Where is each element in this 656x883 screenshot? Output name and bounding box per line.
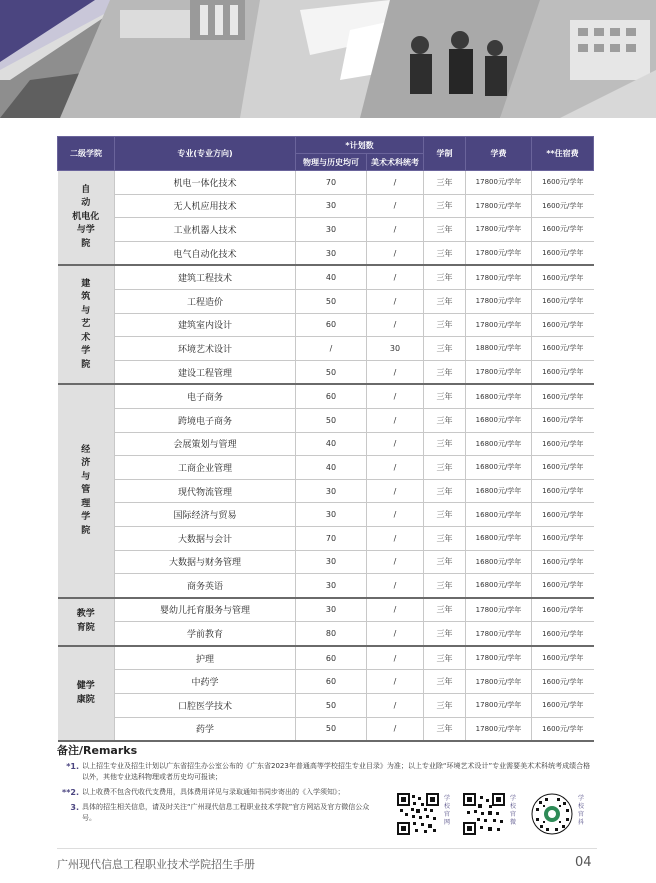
plan-physics-cell: 60 xyxy=(296,384,367,408)
table-header-row xyxy=(58,137,594,154)
plan-art-cell: / xyxy=(367,646,424,670)
college-name-line: 学 xyxy=(81,512,91,523)
plan-art-cell: / xyxy=(367,384,424,408)
table-row xyxy=(58,694,594,718)
major-cell: 药学 xyxy=(115,717,296,741)
qr-code-icon[interactable] xyxy=(397,793,439,835)
tuition-cell: 16800元/学年 xyxy=(466,526,532,550)
tuition-cell: 17800元/学年 xyxy=(466,360,532,384)
dorm-cell: 1600元/学年 xyxy=(532,456,594,480)
college-name-line: 与 xyxy=(81,471,91,482)
plan-physics-cell: 80 xyxy=(296,622,367,646)
dorm-cell: 1600元/学年 xyxy=(532,670,594,694)
plan-physics-cell: 30 xyxy=(296,598,367,622)
college-name-line: 学 xyxy=(81,346,91,357)
plan-art-cell: / xyxy=(367,360,424,384)
duration-cell: 三年 xyxy=(424,408,466,432)
tuition-cell: 17800元/学年 xyxy=(466,622,532,646)
dorm-cell: 1600元/学年 xyxy=(532,218,594,242)
major-cell: 环境艺术设计 xyxy=(115,337,296,361)
table-row xyxy=(58,360,594,384)
plan-art-cell: / xyxy=(367,456,424,480)
plan-physics-cell: 60 xyxy=(296,313,367,337)
college-name-line: 院 xyxy=(81,238,91,249)
college-name-line: 康院 xyxy=(76,694,95,705)
major-cell: 电气自动化技术 xyxy=(115,241,296,265)
table-row xyxy=(58,717,594,741)
plan-art-cell: / xyxy=(367,622,424,646)
header-duration: 学制 xyxy=(424,137,466,171)
dorm-cell: 1600元/学年 xyxy=(532,622,594,646)
qr-code-group xyxy=(397,793,597,839)
qr-label: 学校官微 xyxy=(510,795,517,826)
college-name-line: 动 xyxy=(81,198,91,209)
header-plan-art: 美术术科统考 xyxy=(367,154,424,171)
tuition-cell: 17800元/学年 xyxy=(466,265,532,289)
tuition-cell: 17800元/学年 xyxy=(466,717,532,741)
major-cell: 电子商务 xyxy=(115,384,296,408)
plan-physics-cell: 70 xyxy=(296,171,367,195)
plan-art-cell: / xyxy=(367,194,424,218)
table-row xyxy=(58,313,594,337)
duration-cell: 三年 xyxy=(424,526,466,550)
college-name-line: 与 xyxy=(81,305,91,316)
college-name-line: 理 xyxy=(81,498,91,509)
header-tuition: 学费 xyxy=(466,137,532,171)
tuition-cell: 16800元/学年 xyxy=(466,574,532,598)
tuition-cell: 17800元/学年 xyxy=(466,670,532,694)
table-row xyxy=(58,550,594,574)
duration-cell: 三年 xyxy=(424,289,466,313)
dorm-cell: 1600元/学年 xyxy=(532,550,594,574)
plan-art-cell: / xyxy=(367,241,424,265)
header-plan: *计划数 xyxy=(296,137,424,154)
table-row xyxy=(58,265,594,289)
duration-cell: 三年 xyxy=(424,384,466,408)
dorm-cell: 1600元/学年 xyxy=(532,479,594,503)
header-major: 专业(专业方向) xyxy=(115,137,296,171)
college-name-cell xyxy=(58,265,115,384)
table-row xyxy=(58,574,594,598)
plan-art-cell: / xyxy=(367,479,424,503)
dorm-cell: 1600元/学年 xyxy=(532,717,594,741)
header-plan-physics: 物理与历史均可 xyxy=(296,154,367,171)
table-row xyxy=(58,241,594,265)
header-college: 二级学院 xyxy=(58,137,115,171)
duration-cell: 三年 xyxy=(424,432,466,456)
college-name-line: 教学 xyxy=(76,609,95,620)
college-name-cell xyxy=(58,384,115,597)
duration-cell: 三年 xyxy=(424,171,466,195)
dorm-cell: 1600元/学年 xyxy=(532,408,594,432)
duration-cell: 三年 xyxy=(424,550,466,574)
dorm-cell: 1600元/学年 xyxy=(532,432,594,456)
plan-art-cell: / xyxy=(367,432,424,456)
college-name-line: 自 xyxy=(81,184,91,195)
college-name-line: 管 xyxy=(81,485,91,496)
duration-cell: 三年 xyxy=(424,218,466,242)
plan-art-cell: / xyxy=(367,574,424,598)
college-name-line: 术 xyxy=(81,332,91,343)
duration-cell: 三年 xyxy=(424,360,466,384)
major-cell: 建设工程管理 xyxy=(115,360,296,384)
dorm-cell: 1600元/学年 xyxy=(532,598,594,622)
duration-cell: 三年 xyxy=(424,646,466,670)
plan-physics-cell: 30 xyxy=(296,218,367,242)
college-name-cell xyxy=(58,598,115,646)
plan-physics-cell: 30 xyxy=(296,503,367,527)
remark-text: 具体的招生相关信息，请及时关注“广州现代信息工程职业技术学院”官方网站及官方微信公众号。 xyxy=(82,803,370,822)
major-cell: 口腔医学技术 xyxy=(115,694,296,718)
tuition-cell: 16800元/学年 xyxy=(466,550,532,574)
duration-cell: 三年 xyxy=(424,717,466,741)
tuition-cell: 17800元/学年 xyxy=(466,241,532,265)
qr-label: 学校官网 xyxy=(444,795,451,826)
tuition-cell: 16800元/学年 xyxy=(466,432,532,456)
major-cell: 建筑室内设计 xyxy=(115,313,296,337)
plan-art-cell: / xyxy=(367,265,424,289)
college-name-cell xyxy=(58,646,115,741)
dorm-cell: 1600元/学年 xyxy=(532,289,594,313)
table-row xyxy=(58,526,594,550)
major-cell: 工程造价 xyxy=(115,289,296,313)
college-name-line: 艺 xyxy=(81,319,91,330)
plan-art-cell: / xyxy=(367,670,424,694)
major-cell: 工商企业管理 xyxy=(115,456,296,480)
plan-physics-cell: / xyxy=(296,337,367,361)
dorm-cell: 1600元/学年 xyxy=(532,646,594,670)
plan-physics-cell: 60 xyxy=(296,646,367,670)
plan-art-cell: / xyxy=(367,171,424,195)
plan-art-cell: / xyxy=(367,694,424,718)
major-cell: 机电一体化技术 xyxy=(115,171,296,195)
plan-physics-cell: 40 xyxy=(296,432,367,456)
tuition-cell: 16800元/学年 xyxy=(466,479,532,503)
college-name-line: 筑 xyxy=(81,292,91,303)
dorm-cell: 1600元/学年 xyxy=(532,171,594,195)
college-name-line: 健学 xyxy=(76,681,95,692)
campus-banner-image xyxy=(0,0,656,118)
major-cell: 商务英语 xyxy=(115,574,296,598)
major-cell: 建筑工程技术 xyxy=(115,265,296,289)
header-dorm: **住宿费 xyxy=(532,137,594,171)
qr-label: 学校官抖 xyxy=(578,795,585,826)
footer-divider xyxy=(57,848,597,849)
duration-cell: 三年 xyxy=(424,479,466,503)
remark-number: *1. xyxy=(66,762,79,771)
college-name-line: 院 xyxy=(81,359,91,370)
plan-physics-cell: 50 xyxy=(296,694,367,718)
remark-item xyxy=(57,802,382,824)
plan-art-cell: / xyxy=(367,289,424,313)
major-cell: 跨境电子商务 xyxy=(115,408,296,432)
tuition-cell: 16800元/学年 xyxy=(466,384,532,408)
tuition-cell: 17800元/学年 xyxy=(466,646,532,670)
major-cell: 大数据与会计 xyxy=(115,526,296,550)
tuition-cell: 18800元/学年 xyxy=(466,337,532,361)
plan-physics-cell: 50 xyxy=(296,289,367,313)
dorm-cell: 1600元/学年 xyxy=(532,241,594,265)
plan-physics-cell: 50 xyxy=(296,717,367,741)
major-cell: 学前教育 xyxy=(115,622,296,646)
dorm-cell: 1600元/学年 xyxy=(532,360,594,384)
table-row xyxy=(58,289,594,313)
college-name-line: 育院 xyxy=(76,622,95,633)
plan-physics-cell: 30 xyxy=(296,479,367,503)
enrollment-table xyxy=(57,136,594,742)
plan-physics-cell: 70 xyxy=(296,526,367,550)
major-cell: 护理 xyxy=(115,646,296,670)
college-name-line: 机电化 xyxy=(72,211,100,222)
duration-cell: 三年 xyxy=(424,313,466,337)
plan-physics-cell: 40 xyxy=(296,456,367,480)
duration-cell: 三年 xyxy=(424,694,466,718)
duration-cell: 三年 xyxy=(424,598,466,622)
duration-cell: 三年 xyxy=(424,337,466,361)
college-name-line: 院 xyxy=(81,525,91,536)
plan-physics-cell: 40 xyxy=(296,265,367,289)
tuition-cell: 17800元/学年 xyxy=(466,598,532,622)
plan-art-cell: / xyxy=(367,526,424,550)
table-row xyxy=(58,503,594,527)
duration-cell: 三年 xyxy=(424,265,466,289)
major-cell: 会展策划与管理 xyxy=(115,432,296,456)
plan-art-cell: / xyxy=(367,408,424,432)
table-row xyxy=(58,194,594,218)
tuition-cell: 17800元/学年 xyxy=(466,313,532,337)
plan-art-cell: / xyxy=(367,598,424,622)
duration-cell: 三年 xyxy=(424,670,466,694)
college-name-line: 建 xyxy=(81,278,91,289)
plan-physics-cell: 50 xyxy=(296,360,367,384)
table-row xyxy=(58,670,594,694)
college-name-line: 济 xyxy=(81,458,91,469)
duration-cell: 三年 xyxy=(424,456,466,480)
table-row xyxy=(58,384,594,408)
major-cell: 无人机应用技术 xyxy=(115,194,296,218)
dorm-cell: 1600元/学年 xyxy=(532,265,594,289)
qr-code-icon[interactable] xyxy=(531,793,573,835)
table-row xyxy=(58,171,594,195)
dorm-cell: 1600元/学年 xyxy=(532,384,594,408)
tuition-cell: 16800元/学年 xyxy=(466,408,532,432)
plan-art-cell: / xyxy=(367,218,424,242)
major-cell: 工业机器人技术 xyxy=(115,218,296,242)
remarks-title: 备注/Remarks xyxy=(57,744,138,757)
dorm-cell: 1600元/学年 xyxy=(532,526,594,550)
table-row xyxy=(58,432,594,456)
plan-art-cell: / xyxy=(367,717,424,741)
major-cell: 国际经济与贸易 xyxy=(115,503,296,527)
dorm-cell: 1600元/学年 xyxy=(532,694,594,718)
table-row xyxy=(58,456,594,480)
duration-cell: 三年 xyxy=(424,503,466,527)
plan-art-cell: / xyxy=(367,313,424,337)
table-row xyxy=(58,218,594,242)
remark-text: 以上收费不包含代收代支费用，具体费用详见与录取通知书同步寄出的《入学须知》； xyxy=(82,788,345,796)
table-row xyxy=(58,646,594,670)
duration-cell: 三年 xyxy=(424,574,466,598)
table-row xyxy=(58,479,594,503)
plan-physics-cell: 30 xyxy=(296,241,367,265)
duration-cell: 三年 xyxy=(424,241,466,265)
major-cell: 中药学 xyxy=(115,670,296,694)
dorm-cell: 1600元/学年 xyxy=(532,503,594,527)
plan-physics-cell: 30 xyxy=(296,550,367,574)
plan-physics-cell: 30 xyxy=(296,194,367,218)
tuition-cell: 16800元/学年 xyxy=(466,503,532,527)
remark-text: 以上招生专业及招生计划以广东省招生办公室公布的《广东省2023年普通高等学校招生专业目录》为准；以上专业除“环境艺术设计”专业需要美术术科统考成绩合格以外，其他专业选科物理或者历史均可报读； xyxy=(82,762,591,781)
major-cell: 婴幼儿托育服务与管理 xyxy=(115,598,296,622)
tuition-cell: 17800元/学年 xyxy=(466,289,532,313)
table-row xyxy=(58,598,594,622)
page-number: 04 xyxy=(575,855,592,870)
qr-code-icon[interactable] xyxy=(463,793,505,835)
plan-physics-cell: 30 xyxy=(296,574,367,598)
table-row xyxy=(58,408,594,432)
dorm-cell: 1600元/学年 xyxy=(532,337,594,361)
plan-art-cell: / xyxy=(367,503,424,527)
dorm-cell: 1600元/学年 xyxy=(532,194,594,218)
tuition-cell: 17800元/学年 xyxy=(466,694,532,718)
plan-physics-cell: 60 xyxy=(296,670,367,694)
table-row xyxy=(58,337,594,361)
college-name-line: 与学 xyxy=(76,225,95,236)
duration-cell: 三年 xyxy=(424,194,466,218)
remark-number: 3. xyxy=(70,803,79,812)
plan-physics-cell: 50 xyxy=(296,408,367,432)
footer-title: 广州现代信息工程职业技术学院招生手册 xyxy=(57,858,255,871)
campus-photo-collage xyxy=(0,0,656,118)
major-cell: 大数据与财务管理 xyxy=(115,550,296,574)
college-name-cell xyxy=(58,171,115,266)
tuition-cell: 17800元/学年 xyxy=(466,171,532,195)
plan-art-cell: / xyxy=(367,550,424,574)
table-body xyxy=(58,171,594,742)
dorm-cell: 1600元/学年 xyxy=(532,313,594,337)
major-cell: 现代物流管理 xyxy=(115,479,296,503)
tuition-cell: 16800元/学年 xyxy=(466,456,532,480)
remark-item xyxy=(57,761,597,783)
tuition-cell: 17800元/学年 xyxy=(466,194,532,218)
tuition-cell: 17800元/学年 xyxy=(466,218,532,242)
duration-cell: 三年 xyxy=(424,622,466,646)
remark-number: **2. xyxy=(62,788,79,797)
dorm-cell: 1600元/学年 xyxy=(532,574,594,598)
table-row xyxy=(58,622,594,646)
plan-art-cell: 30 xyxy=(367,337,424,361)
college-name-line: 经 xyxy=(81,444,91,455)
